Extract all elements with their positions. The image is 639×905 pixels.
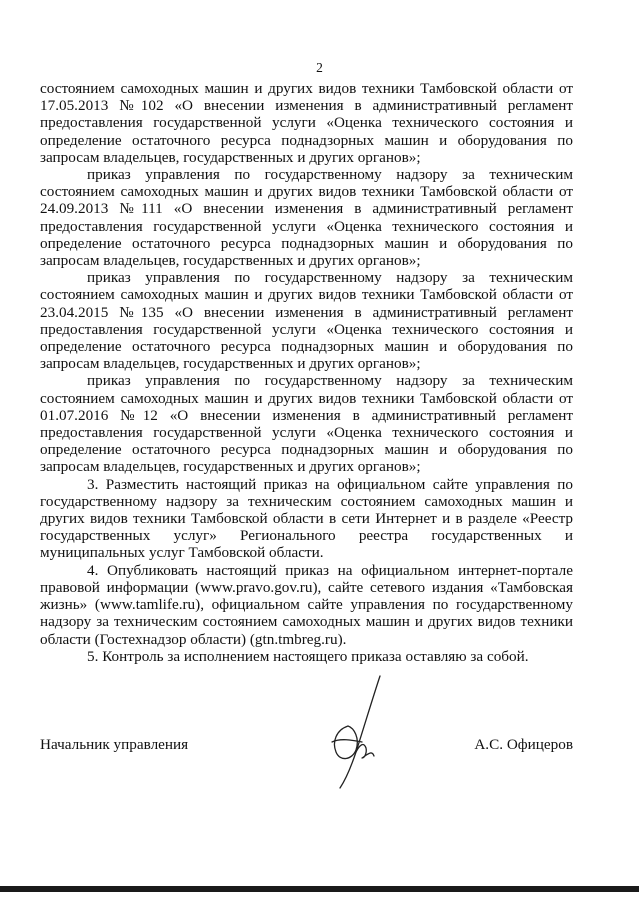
paragraph-order-2016-12: приказ управления по государственному надзору за техническим состоянием самоходных машин и других видов техники Тамбовской области от 01.07.2016 №12 «О внесении изменения в административный регламент предоставления государственной услуги «Оценка технического состояния и определение остаточного ресурса поднадзорных машин и оборудования по запросам владельцев, государственных и других органов»; — [40, 372, 573, 476]
signature-row — [40, 736, 573, 756]
paragraph-order-2013-111: приказ управления по государственному надзору за техническим состоянием самоходных машин и других видов техники Тамбовской области от 24.09.2013 №111 «О внесении изменения в административный регламент предоставления государственной услуги «Оценка технического состояния и определение остаточного ресурса поднадзорных машин и оборудования по запросам владельцев, государственных и других органов»; — [40, 166, 573, 270]
document-body — [40, 80, 573, 665]
paragraph-item-4: 4. Опубликовать настоящий приказ на официальном интернет-портале правовой информации (www.pravo.gov.ru), сайте сетевого издания «Тамбовская жизнь» (www.tamlife.ru), официальном сайте управления по государственному надзору за техническим состоянием самоходных машин и других видов техники области (Гостехнадзор области) (gtn.tmbreg.ru). — [40, 561, 573, 648]
handwritten-signature-icon — [318, 672, 398, 790]
paragraph-order-2015-135: приказ управления по государственному надзору за техническим состоянием самоходных машин и других видов техники Тамбовской области от 23.04.2015 №135 «О внесении изменения в административный регламент предоставления государственной услуги «Оценка технического состояния и определение остаточного ресурса поднадзорных машин и оборудования по запросам владельцев, государственных и других органов»; — [40, 269, 573, 373]
signatory-position: Начальник управления — [40, 736, 189, 753]
paragraph-item-3: 3. Разместить настоящий приказ на официальном сайте управления по государственному надзору за техническим состоянием самоходных машин и других видов техники Тамбовской области в сети Интернет и в разделе «Реестр государственных услуг» Регионального реестра государственных и муниципальных услуг Тамбовской области. — [40, 475, 573, 562]
signatory-name: А.С. Офицеров — [474, 736, 573, 753]
page-bottom-rule — [0, 886, 639, 892]
paragraph-order-2013-102: состоянием самоходных машин и других видов техники Тамбовской области от 17.05.2013 №102 «О внесении изменения в административный регламент предоставления государственной услуги «Оценка технического состояния и определение остаточного ресурса поднадзорных машин и оборудования по запросам владельцев, государственных и других органов»; — [40, 80, 573, 166]
paragraph-item-5: 5. Контроль за исполнением настоящего приказа оставляю за собой. — [87, 647, 529, 665]
page-number: 2 — [316, 60, 323, 75]
